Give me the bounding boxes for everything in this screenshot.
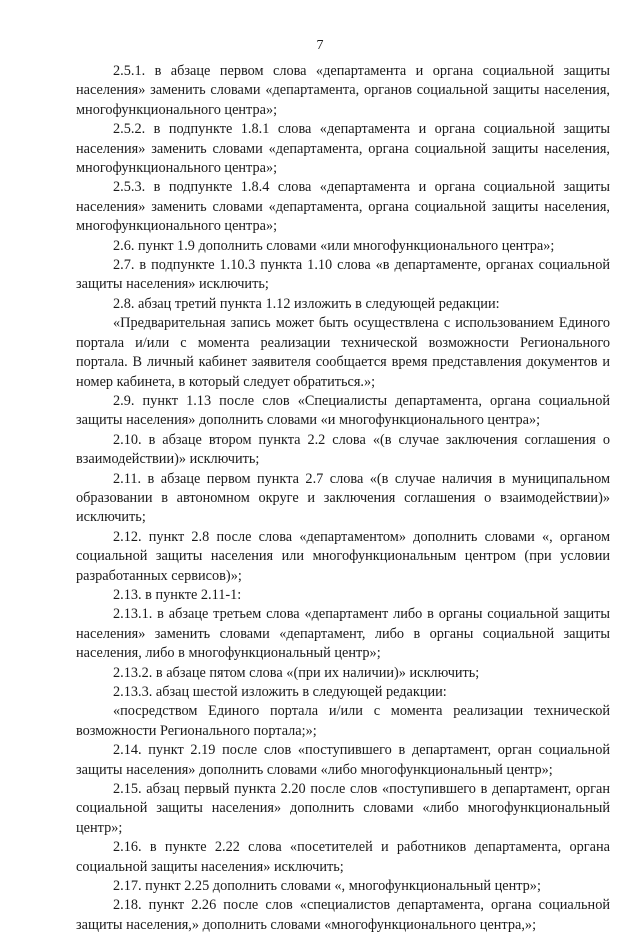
paragraph: 2.14. пункт 2.19 после слов «поступившего в департамент, орган социальной защиты населения» дополнить словами «либо многофункциональный центр»; <box>76 742 610 778</box>
paragraph: 2.17. пункт 2.25 дополнить словами «, многофункциональный центр»; <box>113 878 541 895</box>
paragraph: 2.5.2. в подпункте 1.8.1 слова «департамента и органа социальной защиты населения» заменить словами «департамента, органа социальной защиты населения, многофункционального центра»; <box>76 121 610 177</box>
paragraph: 2.6. пункт 1.9 дополнить словами «или многофункционального центра»; <box>113 237 555 254</box>
paragraph: 2.12. пункт 2.8 после слова «департаментом» дополнить словами «, органом социальной защиты населения или многофункциональным центром (при условии разработанных сервисов)»; <box>76 528 610 584</box>
paragraph: 2.5.1. в абзаце первом слова «департамента и органа социальной защиты населения» заменить словами «департамента, органов социальной защиты населения, многофункционального центра»; <box>76 63 610 118</box>
paragraph: 2.13.2. в абзаце пятом слова «(при их наличии)» исключить; <box>113 664 480 681</box>
paragraph: «Предварительная запись может быть осуществлена с использованием Единого портала и/или с момента реализации технической возможности Регионального портала. В личный кабинет заявителя сообщается время представления документов и номер кабинета, в который следует обратиться.»; <box>76 315 610 390</box>
page-number: 7 <box>316 38 324 53</box>
paragraph: 2.15. абзац первый пункта 2.20 после слов «поступившего в департамент, орган социальной защиты населения» дополнить словами «либо многофункциональный центр»; <box>76 781 610 836</box>
paragraph: 2.8. абзац третий пункта 1.12 изложить в следующей редакции: <box>113 295 500 312</box>
paragraph: 2.9. пункт 1.13 после слов «Специалисты департамента, органа социальной защиты населения» дополнить словами «и многофункционального центра»; <box>76 392 610 429</box>
paragraph: 2.13. в пункте 2.11-1: <box>113 586 242 603</box>
paragraph: 2.13.3. абзац шестой изложить в следующей редакции: <box>113 684 447 700</box>
paragraph: 2.7. в подпункте 1.10.3 пункта 1.10 слова «в департаменте, органах социальной защиты населения» исключить; <box>76 257 610 293</box>
paragraph: «посредством Единого портала и/или с момента реализации технической возможности Регионального портала;»; <box>76 703 610 739</box>
document-body <box>76 62 610 935</box>
paragraph: 2.16. в пункте 2.22 слова «посетителей и работников департамента, органа социальной защиты населения» исключить; <box>76 839 610 875</box>
paragraph: 2.18. пункт 2.26 после слов «специалистов департамента, органа социальной защиты населения,» дополнить словами «многофункционального центра,»; <box>76 897 610 933</box>
paragraph: 2.5.3. в подпункте 1.8.4 слова «департамента и органа социальной защиты населения» заменить словами «департамента, органа социальной защиты населения, многофункционального центра»; <box>76 179 610 235</box>
paragraph: 2.13.1. в абзаце третьем слова «департамент либо в органы социальной защиты населения» заменить словами «департамент, либо в органы социальной защиты населения, либо в многофункциональный центр»; <box>76 606 610 662</box>
paragraph: 2.11. в абзаце первом пункта 2.7 слова «(в случае наличия в муниципальном образовании в автономном округе и заключения соглашения о взаимодействии)» исключить; <box>76 470 610 526</box>
paragraph: 2.10. в абзаце втором пункта 2.2 слова «(в случае заключения соглашения о взаимодействии)» исключить; <box>76 431 610 468</box>
